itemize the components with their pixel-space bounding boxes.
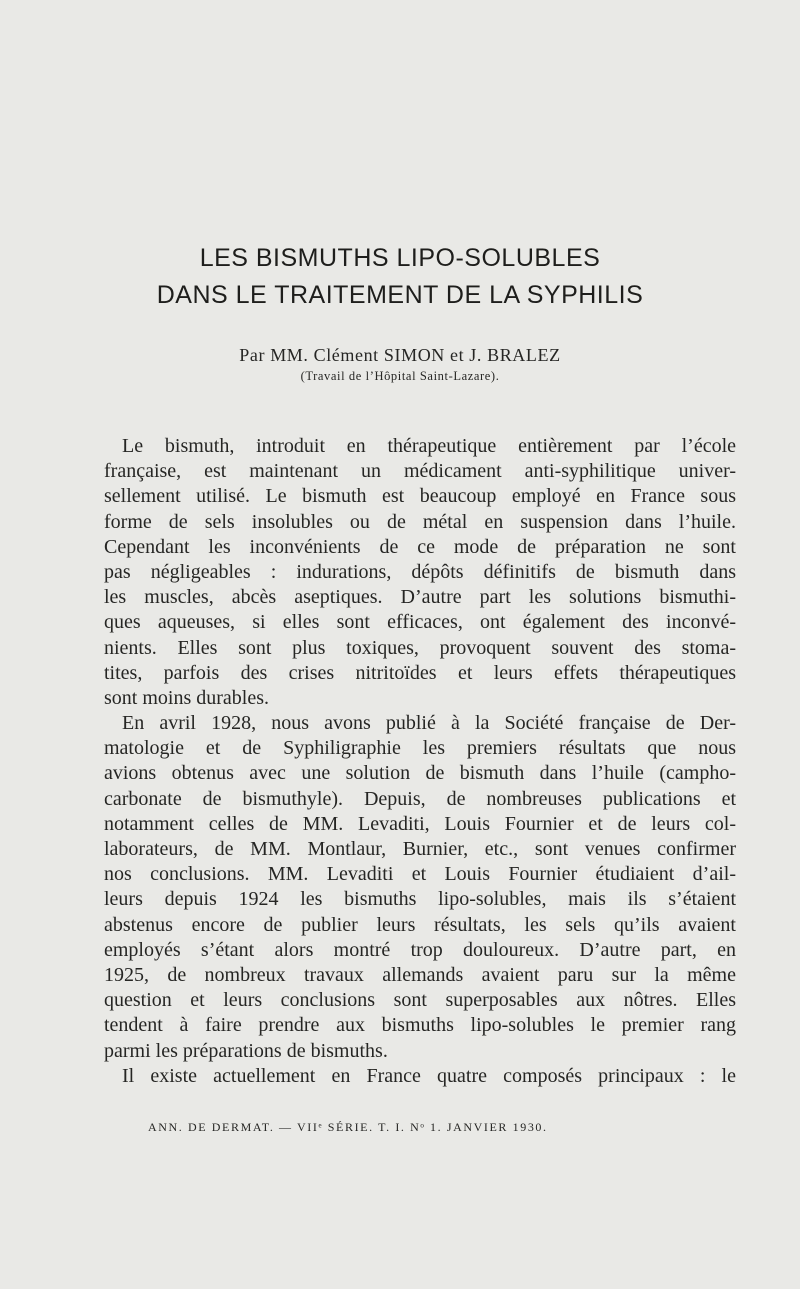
author-byline: Par MM. Clément SIMON et J. BRALEZ xyxy=(239,345,561,365)
paragraph-2-line: abstenus encore de publier leurs résultats, les sels qu’ils avaient xyxy=(104,913,736,936)
paragraph-2-line: tendent à faire prendre aux bismuths lipo-solubles le premier rang xyxy=(104,1014,736,1037)
paragraph-1-line: sellement utilisé. Le bismuth est beaucoup employé en France sous xyxy=(104,485,736,508)
paragraph-2-line: question et leurs conclusions sont superposables aux nôtres. Elles xyxy=(104,989,736,1012)
paragraph-1-line: forme de sels insolubles ou de métal en suspension dans l’huile. xyxy=(104,510,736,533)
paragraph-2-line: carbonate de bismuthyle). Depuis, de nombreuses publications et xyxy=(104,787,736,810)
paragraph-2-line: En avril 1928, nous avons publié à la Société française de Der- xyxy=(122,712,736,735)
paragraph-2-line: 1925, de nombreux travaux allemands avaient paru sur la même xyxy=(104,963,736,986)
paragraph-2-line: parmi les préparations de bismuths. xyxy=(104,1039,388,1062)
paragraph-2-line: leurs depuis 1924 les bismuths lipo-solubles, mais ils s’étaient xyxy=(104,888,736,911)
article-body xyxy=(104,434,736,1089)
paragraph-2-line: nos conclusions. MM. Levaditi et Louis Fournier étudiaient d’ail- xyxy=(104,863,736,886)
paragraph-2-line: notamment celles de MM. Levaditi, Louis Fournier et de leurs col- xyxy=(104,812,736,835)
paragraph-2-line: employés s’étant alors montré trop douloureux. D’autre part, en xyxy=(104,938,736,961)
paragraph-2-line: avions obtenus avec une solution de bismuth dans l’huile (campho- xyxy=(104,762,736,785)
paragraph-1-line: nients. Elles sont plus toxiques, provoquent souvent des stoma- xyxy=(104,636,736,659)
paragraph-1-line: française, est maintenant un médicament anti-syphilitique univer- xyxy=(104,460,736,483)
paragraph-1-line: ques aqueuses, si elles sont efficaces, ont également des inconvé- xyxy=(104,611,736,634)
journal-footer: ANN. DE DERMAT. — VIIᵉ SÉRIE. T. I. Nᵒ 1. JANVIER 1930. xyxy=(148,1120,548,1134)
article-title-line-2: DANS LE TRAITEMENT DE LA SYPHILIS xyxy=(156,281,644,309)
paragraph-1-line: les muscles, abcès aseptiques. D’autre part les solutions bismuthi- xyxy=(104,586,736,609)
paragraph-1-line: pas négligeables : indurations, dépôts définitifs de bismuth dans xyxy=(104,560,736,583)
author-affiliation: (Travail de l’Hôpital Saint-Lazare). xyxy=(300,369,500,383)
paragraph-1-line: Cependant les inconvénients de ce mode de préparation ne sont xyxy=(104,535,736,558)
article-title-line-1: LES BISMUTHS LIPO-SOLUBLES xyxy=(199,244,601,272)
paragraph-1-line: Le bismuth, introduit en thérapeutique entièrement par l’école xyxy=(122,435,736,457)
paragraph-1-line: sont moins durables. xyxy=(104,686,269,709)
paragraph-2-line: matologie et de Syphiligraphie les premiers résultats que nous xyxy=(104,737,736,760)
paragraph-2-line: laborateurs, de MM. Montlaur, Burnier, etc., sont venues confirmer xyxy=(104,838,736,860)
paragraph-3-line: Il existe actuellement en France quatre composés principaux : le xyxy=(122,1064,736,1087)
paragraph-1-line: tites, parfois des crises nitritoïdes et leurs effets thérapeutiques xyxy=(104,661,736,684)
